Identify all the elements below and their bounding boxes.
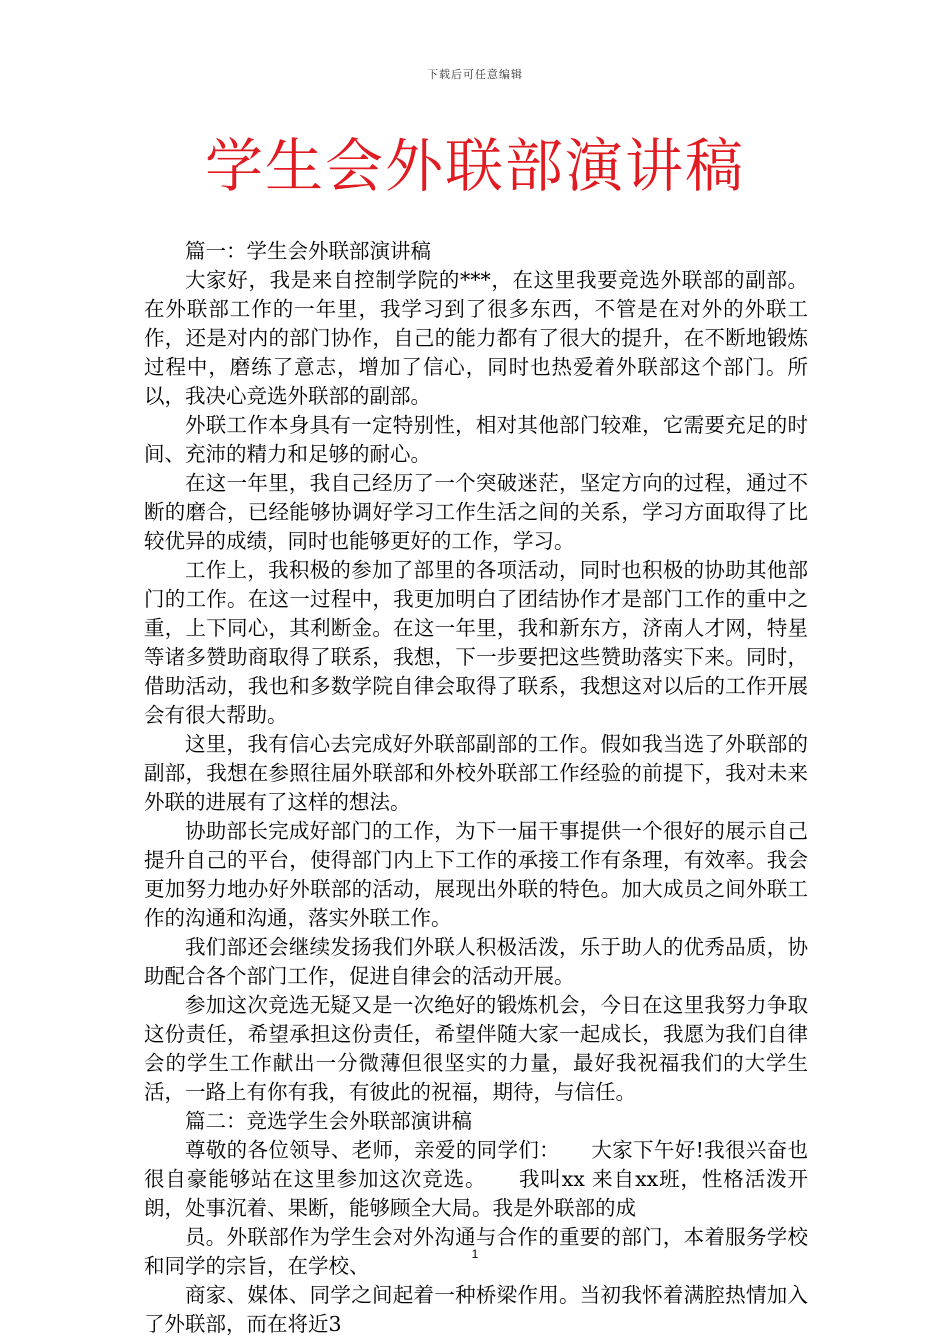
body-paragraph: 在这一年里，我自己经历了一个突破迷茫，坚定方向的过程，通过不断的磨合，已经能够协调好学习工作生活之间的关系，学习方面取得了比较优异的成绩，同时也能够更好的工作，学习。 <box>144 471 808 553</box>
body-paragraph: 大家好，我是来自控制学院的***，在这里我要竞选外联部的副部。在外联部工作的一年里，我学习到了很多东西，不管是在对外的外联工作，还是对内的部门协作，自己的能力都有了很大的提升，在不断地锻炼过程中，磨练了意志，增加了信心，同时也热爱着外联部这个部门。所以，我决心竞选外联部的副部。 <box>144 268 808 408</box>
body-paragraph: 外联工作本身具有一定特别性，相对其他部门较难，它需要充足的时间、充沛的精力和足够的耐心。 <box>144 413 808 466</box>
document-title: 学生会外联部演讲稿 <box>204 132 745 200</box>
body-paragraph: 这里，我有信心去完成好外联部副部的工作。假如我当选了外联部的副部，我想在参照往届外联部和外校外联部工作经验的前提下，我对未来外联的进展有了这样的想法。 <box>144 732 808 814</box>
body-paragraph: 工作上，我积极的参加了部里的各项活动，同时也积极的协助其他部门的工作。在这一过程中，我更加明白了团结协作才是部门工作的重中之重，上下同心，其利断金。在这一年里，我和新东方，济南人才网，特星等诸多赞助商取得了联系，我想，下一步要把这些赞助落实下来。同时，借助活动，我也和多数学院自律会取得了联系，我想这对以后的工作开展会有很大帮助。 <box>144 558 808 727</box>
section-heading-2: 篇二：竞选学生会外联部演讲稿 <box>185 1109 472 1133</box>
body-paragraph: 协助部长完成好部门的工作，为下一届干事提供一个很好的展示自己提升自己的平台，使得部门内上下工作的承接工作有条理，有效率。我会更加努力地办好外联部的活动，展现出外联的特色。加大成员之间外联工作的沟通和沟通，落实外联工作。 <box>144 819 808 930</box>
section-heading-1: 篇一：学生会外联部演讲稿 <box>185 239 431 263</box>
body-paragraph: 尊敬的各位领导、老师，亲爱的同学们： 大家下午好!我很兴奋也很自豪能够站在这里参加这次竞选。 我叫xx 来自xx班，性格活泼开朗，处事沉着、果断，能够顾全大局。我是外联部的成 <box>144 1138 808 1220</box>
body-paragraph: 员。外联部作为学生会对外沟通与合作的重要的部门，本着服务学校和同学的宗旨，在学校、 <box>144 1225 808 1278</box>
body-paragraph: 参加这次竞选无疑又是一次绝好的锻炼机会，今日在这里我努力争取这份责任，希望承担这份责任，希望伴随大家一起成长，我愿为我们自律会的学生工作献出一分微薄但很坚实的力量，最好我祝福我们的大学生活，一路上有你有我，有彼此的祝福，期待，与信任。 <box>144 993 808 1104</box>
page-number: 1 <box>471 1247 479 1261</box>
header-note: 下载后可任意编辑 <box>427 68 523 81</box>
body-paragraph: 商家、媒体、同学之间起着一种桥梁作用。当初我怀着满腔热情加入了外联部，而在将近3 <box>144 1283 808 1336</box>
document-body <box>144 237 808 1339</box>
body-paragraph: 我们部还会继续发扬我们外联人积极活泼，乐于助人的优秀品质，协助配合各个部门工作，促进自律会的活动开展。 <box>144 935 808 988</box>
